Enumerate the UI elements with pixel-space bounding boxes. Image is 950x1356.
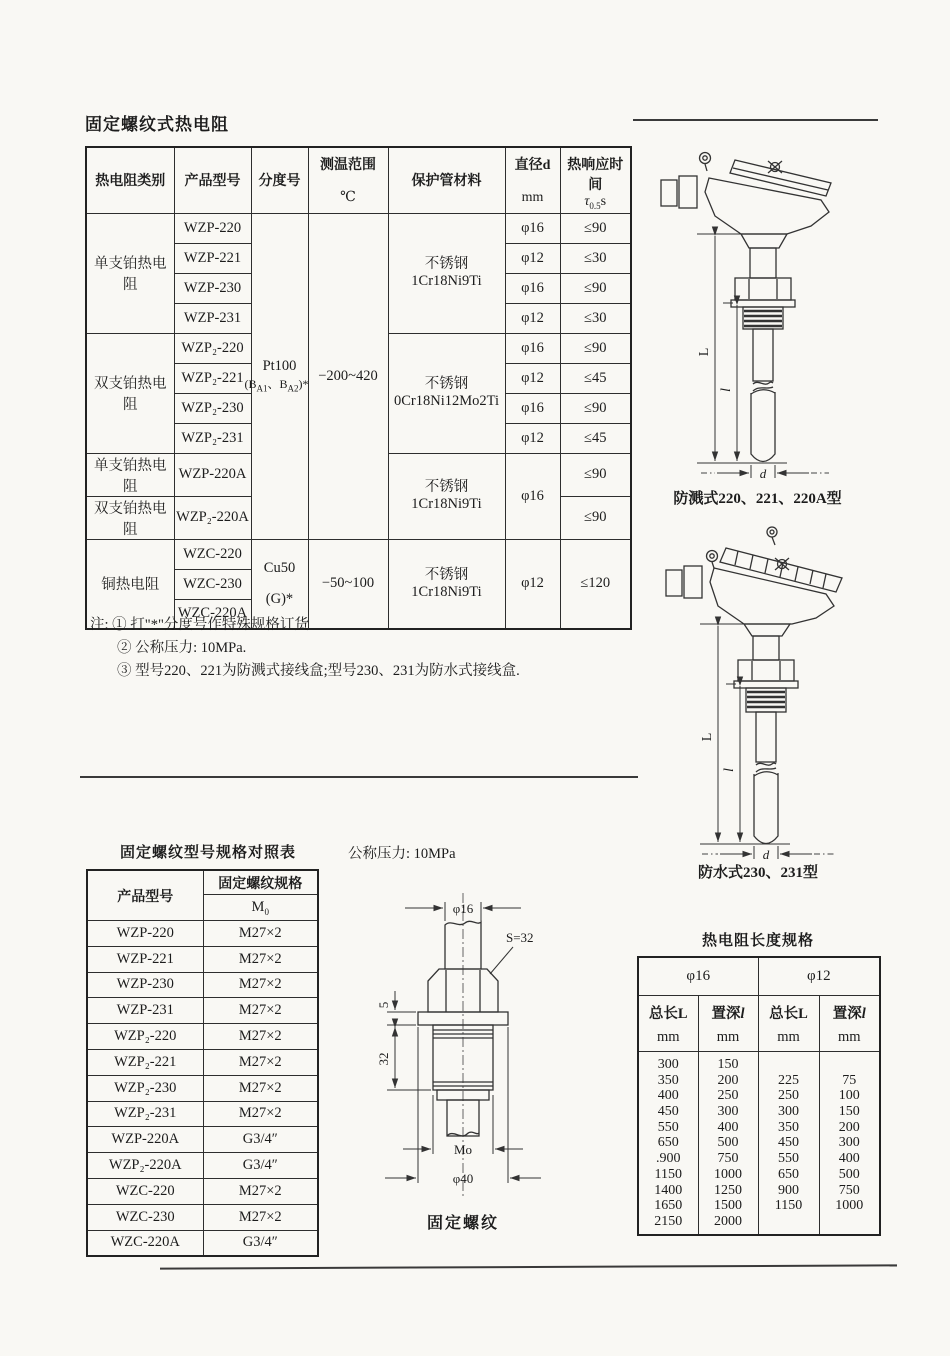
value-line: 350 (778, 1119, 800, 1135)
dimension-l-label: l (722, 768, 737, 772)
table-row (87, 972, 318, 998)
response-cell: ≤90 (560, 333, 631, 363)
cell: WZP-230 (87, 972, 203, 998)
cell: M27×2 (203, 1049, 318, 1075)
header-row (87, 870, 318, 895)
thread-spec-table (86, 869, 319, 1257)
table-row (86, 213, 631, 243)
category-cell: 双支铂热电阻 (86, 333, 174, 453)
cell: WZP₂-220 (87, 1024, 203, 1050)
dimension-mo-label: Mo (453, 1142, 473, 1157)
value-line: 500 (717, 1135, 739, 1151)
model-cell: WZC-220A (174, 599, 251, 629)
neck-tube (750, 248, 776, 278)
cell: WZP₂-221 (87, 1049, 203, 1075)
phi16-total-length-column (638, 1052, 698, 1236)
dimension-d-label: d (759, 466, 767, 481)
model-cell: WZP₂-220 (174, 333, 251, 363)
response-cell: ≤45 (560, 363, 631, 393)
cell: M27×2 (203, 972, 318, 998)
header-total-length: 总长L mm (758, 996, 819, 1052)
category-cell: 铜热电阻 (86, 539, 174, 629)
notes-block (90, 614, 650, 683)
value-line (759, 1214, 819, 1230)
value-line: 1150 (654, 1166, 682, 1182)
cable-gland (661, 180, 677, 206)
cell: WZP₂-231 (87, 1101, 203, 1127)
diameter-cell: φ16 (505, 453, 560, 539)
thread-table-title: 固定螺纹型号规格对照表 (120, 845, 297, 861)
model-cell: WZP₂-230 (174, 393, 251, 423)
value-line: 350 (657, 1072, 679, 1088)
value-line: 650 (657, 1135, 679, 1151)
flange (731, 300, 795, 307)
value-line: 300 (717, 1104, 739, 1120)
cell: WZP-221 (87, 946, 203, 972)
thread-table-body (87, 921, 318, 1257)
waterproof-device-drawing (656, 522, 911, 862)
value-line: 1500 (714, 1198, 742, 1214)
header-range: 测温范围 ℃ (308, 147, 388, 213)
cell: M27×2 (203, 998, 318, 1024)
table-row (86, 539, 631, 569)
protective-well (754, 773, 778, 844)
header-spec-symbol: $M_0$ (203, 895, 318, 921)
value-line: 250 (717, 1088, 739, 1104)
flange (734, 681, 798, 688)
model-cell: WZP₂-231 (174, 423, 251, 453)
value-line: 900 (778, 1182, 800, 1198)
header-phi16: φ16 (638, 957, 758, 996)
value-line: 2000 (714, 1213, 742, 1229)
range-cell: −50~100 (308, 539, 388, 629)
diameter-cell: φ16 (505, 393, 560, 423)
hex-fitting (738, 660, 794, 681)
model-cell: WZP₂-220A (174, 496, 251, 539)
model-cell: WZP-230 (174, 273, 251, 303)
cover-cap (730, 160, 831, 196)
table-row (87, 1178, 318, 1204)
value-line: 1650 (654, 1198, 683, 1214)
value-line: 1150 (774, 1198, 803, 1214)
protective-well (751, 392, 775, 462)
phi12-total-length-column (758, 1052, 819, 1236)
header-model: 产品型号 (174, 147, 251, 213)
value-line: 300 (657, 1057, 679, 1072)
model-cell: WZC-220 (174, 539, 251, 569)
header-insert-depth: 置深l mm (698, 996, 758, 1052)
value-line: 650 (778, 1166, 800, 1182)
value-line: 200 (717, 1072, 739, 1088)
hex-fitting (735, 278, 791, 300)
dimension-L-label: L (697, 347, 712, 357)
value-line: 250 (778, 1088, 800, 1104)
top-right-rule (633, 119, 878, 121)
dimension-phi40-label: φ40 (452, 1171, 474, 1186)
section-divider-rule (80, 776, 638, 778)
cell: WZP₂-230 (87, 1075, 203, 1101)
material-cell: 不锈钢 0Cr18Ni12Mo2Ti (388, 333, 505, 453)
splash-proof-device-drawing (653, 138, 908, 490)
value-line: 450 (778, 1135, 800, 1151)
material-cell: 不锈钢 1Cr18Ni9Ti (388, 539, 505, 629)
note-item-3: ③ 型号220、221为防溅式接线盒;型号230、231为防水式接线盒. (117, 663, 520, 679)
dimension-l-label: l (719, 388, 734, 392)
model-cell: WZP-220 (174, 213, 251, 243)
range-cell: −200~420 (308, 213, 388, 539)
value-line: 450 (657, 1104, 679, 1120)
header-total-length: 总长L mm (638, 996, 698, 1052)
value-line: 300 (838, 1135, 860, 1151)
neck-tube (753, 636, 779, 660)
value-line: 500 (838, 1166, 860, 1182)
table-row (87, 1204, 318, 1230)
response-cell: ≤120 (560, 539, 631, 629)
cell: WZC-230 (87, 1204, 203, 1230)
eyelet-screw-icon (767, 527, 777, 537)
table-body-row (638, 1052, 880, 1236)
cell: M27×2 (203, 1024, 318, 1050)
cell: G3/4″ (203, 1230, 318, 1256)
response-cell: ≤90 (560, 213, 631, 243)
cell: M27×2 (203, 1178, 318, 1204)
value-line: 750 (717, 1151, 739, 1167)
model-cell: WZP-220A (174, 453, 251, 496)
value-line: 1400 (654, 1182, 683, 1198)
cell: WZP₂-220A (87, 1153, 203, 1179)
dimension-32-label: 32 (376, 1052, 391, 1066)
table-row (87, 998, 318, 1024)
phi16-insert-depth-column (698, 1052, 758, 1236)
phi12-insert-depth-column (819, 1052, 880, 1236)
table-row (87, 946, 318, 972)
cell: M27×2 (203, 1075, 318, 1101)
value-line: 1250 (714, 1182, 742, 1198)
length-table-title: 热电阻长度规格 (701, 933, 814, 949)
response-cell: ≤45 (560, 423, 631, 453)
response-cell: ≤90 (560, 393, 631, 423)
model-cell: WZP₂-221 (174, 363, 251, 393)
response-cell: ≤90 (560, 496, 631, 539)
header-material: 保护管材料 (388, 147, 505, 213)
category-cell: 单支铂热电阻 (86, 213, 174, 333)
model-cell: WZC-230 (174, 569, 251, 599)
header-spec: 固定螺纹规格 (203, 870, 318, 895)
splash-drawing-caption: 防溅式220、221、220A型 (673, 491, 842, 507)
value-line (759, 1057, 819, 1073)
cable-gland (666, 570, 682, 596)
graduation-cell: Pt100 ($B_{A1}$、$B_{A2})*$ (251, 213, 308, 539)
cell: G3/4″ (203, 1153, 318, 1179)
value-line: 550 (778, 1151, 800, 1167)
header-phi12: φ12 (758, 957, 880, 996)
probe-tube (753, 329, 773, 381)
model-cell: WZP-231 (174, 303, 251, 333)
value-line: 75 (842, 1072, 857, 1088)
dimension-d-label: d (762, 847, 770, 862)
main-spec-table (85, 146, 632, 630)
value-line: .900 (656, 1151, 681, 1167)
cell: WZP-220 (87, 921, 203, 947)
value-line: 150 (838, 1104, 860, 1120)
cell: WZC-220 (87, 1178, 203, 1204)
header-row (638, 957, 880, 996)
value-line: 400 (717, 1119, 739, 1135)
length-spec-table (637, 956, 881, 1236)
category-cell: 单支铂热电阻 (86, 453, 174, 496)
dimension-s32-label: S=32 (506, 930, 534, 945)
note-line (90, 614, 650, 637)
diameter-cell: φ12 (505, 363, 560, 393)
material-cell: 不锈钢 1Cr18Ni9Ti (388, 213, 505, 333)
model-cell: WZP-221 (174, 243, 251, 273)
value-line: 200 (838, 1119, 860, 1135)
header-model: 产品型号 (87, 870, 203, 921)
cell: WZP-220A (87, 1127, 203, 1153)
note-prefix: 注: (90, 617, 109, 633)
dimension-L-label: L (700, 732, 715, 742)
value-line: 750 (838, 1182, 860, 1198)
category-cell: 双支铂热电阻 (86, 496, 174, 539)
value-line: 2150 (654, 1213, 683, 1229)
header-graduation: 分度号 (251, 147, 308, 213)
value-line: 100 (838, 1088, 860, 1104)
value-line: 1000 (835, 1198, 864, 1214)
cell: G3/4″ (203, 1127, 318, 1153)
eyelet-screw-icon (700, 153, 711, 164)
table-row (87, 921, 318, 947)
value-line: 400 (838, 1151, 860, 1167)
table-row (87, 1127, 318, 1153)
response-cell: ≤90 (560, 453, 631, 496)
nominal-pressure-label: 公称压力: 10MPa (348, 846, 456, 862)
header-response: 热响应时间 $\tau_{0.5}s$ (560, 147, 631, 213)
graduation-cell: Cu50 (G)* (251, 539, 308, 629)
response-cell: ≤30 (560, 303, 631, 333)
table-row (87, 1075, 318, 1101)
table-row (87, 1153, 318, 1179)
bottom-rule (160, 1264, 897, 1269)
dimension-5-label: 5 (376, 1001, 391, 1009)
diameter-cell: φ12 (505, 303, 560, 333)
table-row (87, 1049, 318, 1075)
value-line: 150 (717, 1057, 739, 1072)
dimension-phi16-label: φ16 (452, 901, 474, 916)
cell: WZP-231 (87, 998, 203, 1024)
connection-head (710, 568, 834, 624)
cell: M27×2 (203, 1204, 318, 1230)
value-line: 300 (778, 1104, 800, 1120)
cell: WZC-220A (87, 1230, 203, 1256)
probe-tube (756, 712, 776, 762)
value-line: 550 (657, 1119, 679, 1135)
header-diameter: 直径d mm (505, 147, 560, 213)
table-row (87, 1101, 318, 1127)
value-line: 1000 (714, 1166, 742, 1182)
response-cell: ≤30 (560, 243, 631, 273)
header-category: 热电阻类别 (86, 147, 174, 213)
table-row (87, 1230, 318, 1256)
header-row (638, 996, 880, 1052)
value-line: 400 (657, 1088, 679, 1104)
note-item-1: ① 打"*"分度号作特殊规格订货 (112, 617, 309, 633)
diameter-cell: φ16 (505, 333, 560, 363)
cell: M27×2 (203, 1101, 318, 1127)
header-insert-depth: 置深l mm (819, 996, 880, 1052)
response-cell: ≤90 (560, 273, 631, 303)
diameter-cell: φ16 (505, 273, 560, 303)
diameter-cell: φ12 (505, 539, 560, 629)
water-drawing-caption: 防水式230、231型 (697, 865, 818, 881)
note-item-2: ② 公称压力: 10MPa. (117, 640, 247, 656)
diameter-cell: φ12 (505, 243, 560, 273)
table-row (87, 1024, 318, 1050)
value-line: 225 (778, 1072, 800, 1088)
diameter-cell: φ16 (505, 213, 560, 243)
header-row (86, 147, 631, 213)
value-line (820, 1057, 880, 1073)
page-title: 固定螺纹式热电阻 (85, 115, 229, 134)
value-line (820, 1214, 880, 1230)
diameter-cell: φ12 (505, 423, 560, 453)
material-cell: 不锈钢 1Cr18Ni9Ti (388, 453, 505, 539)
cell: M27×2 (203, 921, 318, 947)
fixing-thread-drawing (343, 885, 583, 1207)
thread-drawing-caption: 固定螺纹 (426, 1215, 499, 1232)
cell: M27×2 (203, 946, 318, 972)
eyelet-screw-icon (707, 551, 718, 562)
